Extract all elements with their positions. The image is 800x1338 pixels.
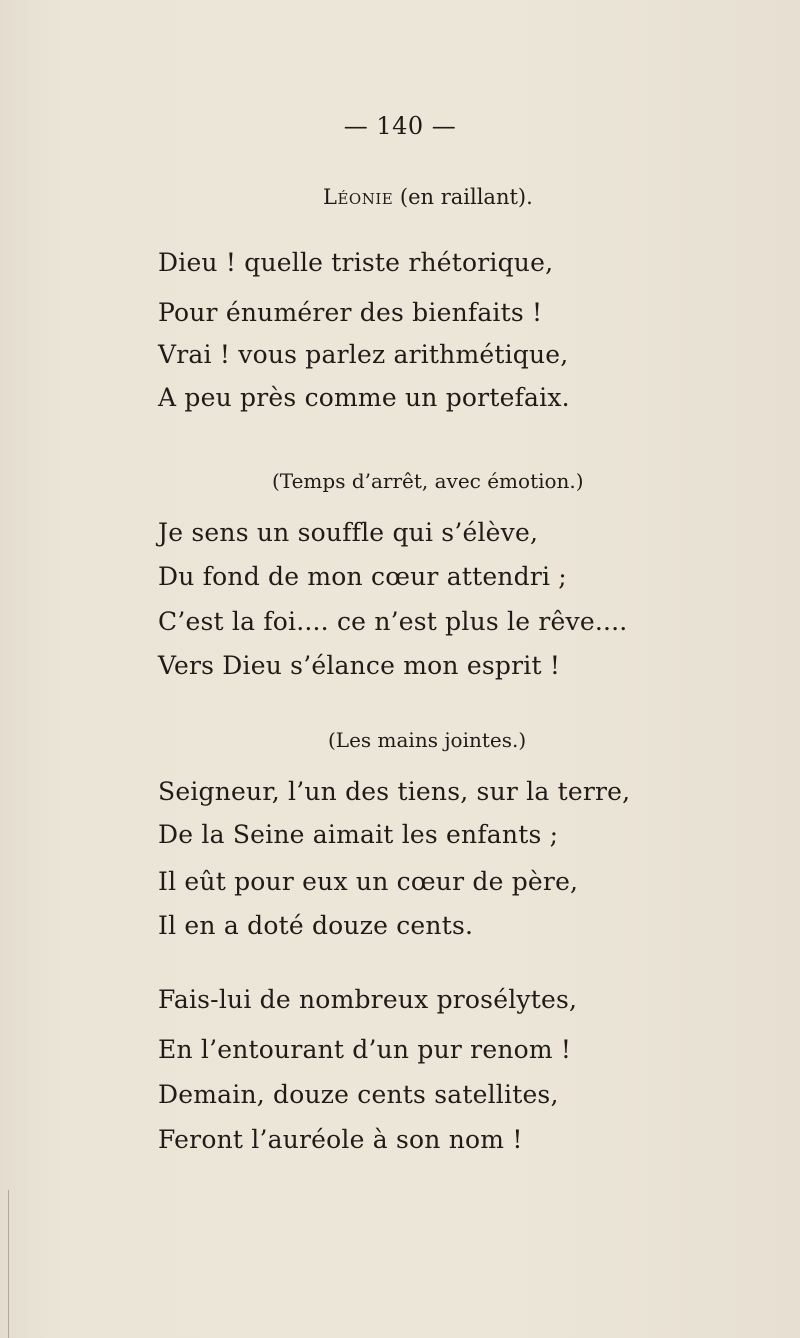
verse-line: Seigneur, l’un des tiens, sur la terre,: [158, 777, 631, 806]
page-number: — 140 —: [343, 112, 457, 140]
verse-line: Demain, douze cents satellites,: [158, 1080, 559, 1109]
verse-line: Pour énumérer des bienfaits !: [158, 298, 543, 327]
verse-line: Dieu ! quelle triste rhétorique,: [158, 248, 554, 277]
stage-direction: (Les mains jointes.): [328, 728, 527, 752]
verse-line: A peu près comme un portefaix.: [158, 383, 570, 412]
speaker-heading: [323, 185, 533, 209]
verse-line: En l’entourant d’un pur renom !: [158, 1035, 572, 1064]
verse-line: Du fond de mon cœur attendri ;: [158, 562, 567, 591]
verse-line: De la Seine aimait les enfants ;: [158, 820, 559, 849]
verse-line: Je sens un souffle qui s’élève,: [158, 518, 539, 547]
stage-direction: (Temps d’arrêt, avec émotion.): [272, 469, 584, 493]
verse-line: Il eût pour eux un cœur de père,: [158, 867, 579, 896]
verse-line: C’est la foi.... ce n’est plus le rêve....: [158, 607, 628, 636]
page-edge-line: [8, 1190, 9, 1338]
verse-line: Vers Dieu s’élance mon esprit !: [158, 651, 561, 680]
verse-line: Fais-lui de nombreux prosélytes,: [158, 985, 578, 1014]
speaker-note: (en raillant).: [399, 185, 533, 209]
verse-line: Il en a doté douze cents.: [158, 911, 474, 940]
verse-line: Vrai ! vous parlez arithmétique,: [158, 340, 569, 369]
verse-line: Feront l’auréole à son nom !: [158, 1125, 523, 1154]
speaker-name: Léonie: [323, 185, 394, 209]
